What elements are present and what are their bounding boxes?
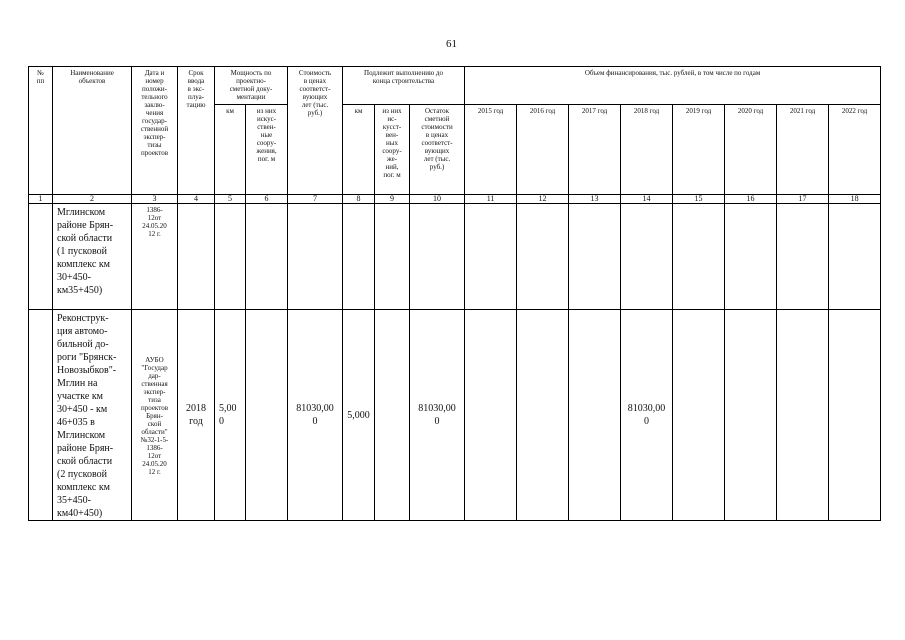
header-year-2021: 2021 год <box>777 105 829 195</box>
header-year-2022: 2022 год <box>829 105 881 195</box>
column-number: 15 <box>673 195 725 204</box>
column-number: 13 <box>569 195 621 204</box>
column-number: 8 <box>343 195 375 204</box>
column-number: 2 <box>53 195 132 204</box>
table-row <box>29 204 881 310</box>
column-number: 1 <box>29 195 53 204</box>
remaining-cost: 81030,00 0 <box>410 310 465 521</box>
object-name: Реконструк- ция автомо- бильной до- роги "Брянск- Новозыбков"- Мглин на участке км 30+450 - км 46+035 в Мглинском районе Брян- ской области (2 пусковой комплекс км 35+450- км40+450) <box>53 310 132 521</box>
column-number: 11 <box>465 195 517 204</box>
header-cost: Стоимость в ценах соответст- вующих лет (тыс. руб.) <box>288 67 343 195</box>
object-name: Мглинском районе Брян- ской области (1 пусковой комплекс км 30+450- км35+450) <box>53 204 132 310</box>
column-number: 6 <box>246 195 288 204</box>
capacity-km: 5,00 0 <box>215 310 246 521</box>
header-year-2017: 2017 год <box>569 105 621 195</box>
column-number: 16 <box>725 195 777 204</box>
header-year-2016: 2016 год <box>517 105 569 195</box>
financing-table <box>28 66 881 521</box>
header-capacity-structures: из них искус- ствен- ные соору- жения, пог. м <box>246 105 288 195</box>
header-year-2018: 2018 год <box>621 105 673 195</box>
header-capacity-group: Мощность по проектно- сметной доку- ментации <box>215 67 288 105</box>
header-capacity-km: км <box>215 105 246 195</box>
column-number: 4 <box>178 195 215 204</box>
column-number: 10 <box>410 195 465 204</box>
finance-2018: 81030,00 0 <box>621 310 673 521</box>
header-remaining-group: Подлежит выполнению до конца строительства <box>343 67 465 105</box>
expertise-reference: АУБО "Государ дар- ственная экспер- тиза проектов Брян- ской области" №32-1-5- 1386- 12от 24.05.20 12 г. <box>132 310 178 521</box>
expertise-reference: 1386- 12от 24.05.20 12 г. <box>132 204 178 310</box>
header-object-name: Наименование объектов <box>53 67 132 195</box>
header-year-2020: 2020 год <box>725 105 777 195</box>
column-number: 5 <box>215 195 246 204</box>
cost-value: 81030,00 0 <box>288 310 343 521</box>
column-number: 17 <box>777 195 829 204</box>
table-row <box>29 310 881 521</box>
column-number: 14 <box>621 195 673 204</box>
header-year-2015: 2015 год <box>465 105 517 195</box>
column-number: 18 <box>829 195 881 204</box>
remaining-km: 5,000 <box>343 310 375 521</box>
commissioning-year: 2018 год <box>178 310 215 521</box>
header-year-2019: 2019 год <box>673 105 725 195</box>
column-number: 9 <box>375 195 410 204</box>
column-number: 3 <box>132 195 178 204</box>
header-remaining-cost: Остаток сметной стоимости в ценах соответст- вующих лет (тыс. руб.) <box>410 105 465 195</box>
header-number: № пп <box>29 67 53 195</box>
header-finance-group: Объем финансирования, тыс. рублей, в том числе по годам <box>465 67 881 105</box>
page-number: 61 <box>446 38 457 50</box>
header-remaining-structures: из них ис- кусст- вен- ных соору- же- ний, пог. м <box>375 105 410 195</box>
header-commissioning: Срок ввода в экс- плуа- тацию <box>178 67 215 195</box>
column-number: 7 <box>288 195 343 204</box>
header-remaining-km: км <box>343 105 375 195</box>
header-expertise: Дата и номер положи- тельного заклю- чения государ- ственной экспер- тизы проектов <box>132 67 178 195</box>
column-number: 12 <box>517 195 569 204</box>
